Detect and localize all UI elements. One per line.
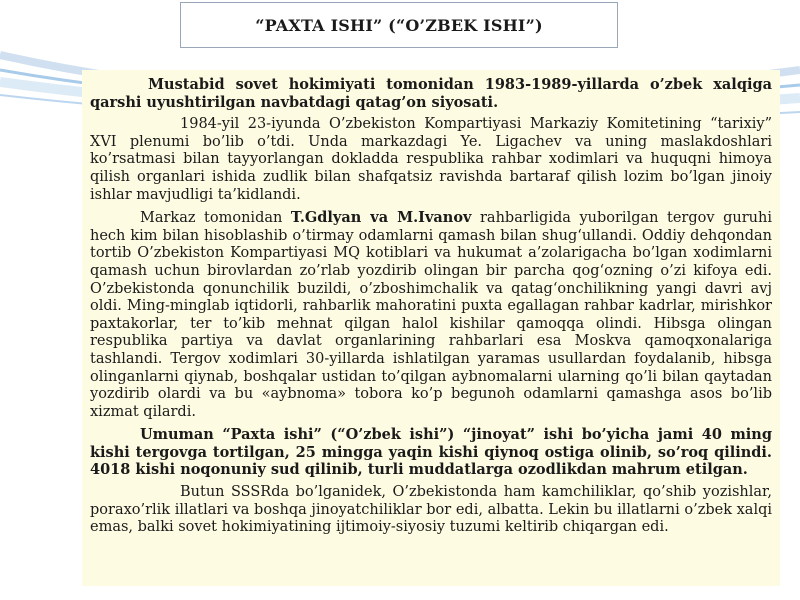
plenum-paragraph: 1984-yil 23-iyunda O’zbekiston Kompartiyasi Markaziy Komitetining “tarixiy” XVI plenumi bo’lib o’tdi. Unda markazdagi Ye. Ligachev va uning maslakdoshlari ko’rsatmasi bilan tayyorlangan dokladda respublika rahbar xodimlari va huquqni himoya qilish organlari ishida zudlik bilan shafqatsiz ravishda bartaraf qilish lozim bo’lgan jinoiy ishlar mavjudligi ta’kidlandi. <box>90 116 772 203</box>
slide-title-box <box>180 2 618 48</box>
slide-title: “PAXTA ISHI” (“O’ZBEK ISHI”) <box>255 15 543 35</box>
content-panel <box>82 70 780 586</box>
intro-paragraph: Mustabid sovet hokimiyati tomonidan 1983-1989-yillarda o’zbek xalqiga qarshi uyushtirilgan navbatdagi qatag’on siyosati. <box>90 76 772 111</box>
investigation-start: Markaz tomonidan <box>140 210 291 227</box>
investigation-paragraph <box>90 209 772 421</box>
investigation-rest: rahbarligida yuborilgan tergov guruhi hech kim bilan hisoblashib o’tirmay odamlarni qamash bilan shug‘ullandi. Oddiy dehqondan tortib O’zbekiston Kompartiyasi MQ kotiblari va hukumat a’zolarigacha bo’lgan xodimlarni qamash uchun birovlardan zo’rlab yozdirib olingan bir parcha qog‘ozning o’zi kifoya edi. O’zbekistonda qonunchilik buzildi, o’zboshimchalik va qatag‘onchilikning yangi davri avj oldi. Ming-minglab iqtidorli, rahbarlik mahoratini puxta egallagan rahbar kadrlar, mirishkor paxtakorlar, ter to’kib mehnat qilgan halol kishilar qamoqqa olindi. Hibsga olingan respublika partiya va davlat organlarining rahbarlari esa Moskva qamoqxonalariga tashlandi. Tergov xodimlari 30-yillarda ishlatilgan yaramas usullardan foydalanib, hibsga olinganlarni qiynab, boshqalar ustidan to’qilgan aybnomalarni ularning qo’li bilan qaytadan yozdirib olardi va bu «aybnoma» tobora ko’p begunoh odamlarni qamashga asos bo’lib xizmat qilardi. <box>90 210 772 420</box>
summary-paragraph: Umuman “Paxta ishi” (“O’zbek ishi”) “jinoyat” ishi bo’yicha jami 40 ming kishi tergovga tortilgan, 25 mingga yaqin kishi qiynoq ostiga olinib, so’roq qilindi. 4018 kishi noqonuniy sud qilinib, turli muddatlarga ozodlikdan mahrum etilgan. <box>90 426 772 479</box>
investigator-names: T.Gdlyan va M.Ivanov <box>290 209 472 227</box>
conclusion-paragraph: Butun SSSRda bo’lganidek, O’zbekistonda ham kamchiliklar, qo’shib yozishlar, poraxo’rlik illatlari va boshqa jinoyatchiliklar bor edi, albatta. Lekin bu illatlarni o’zbek xalqi emas, balki sovet hokimiyatining ijtimoiy-siyosiy tuzumi keltirib chiqargan edi. <box>90 484 772 536</box>
